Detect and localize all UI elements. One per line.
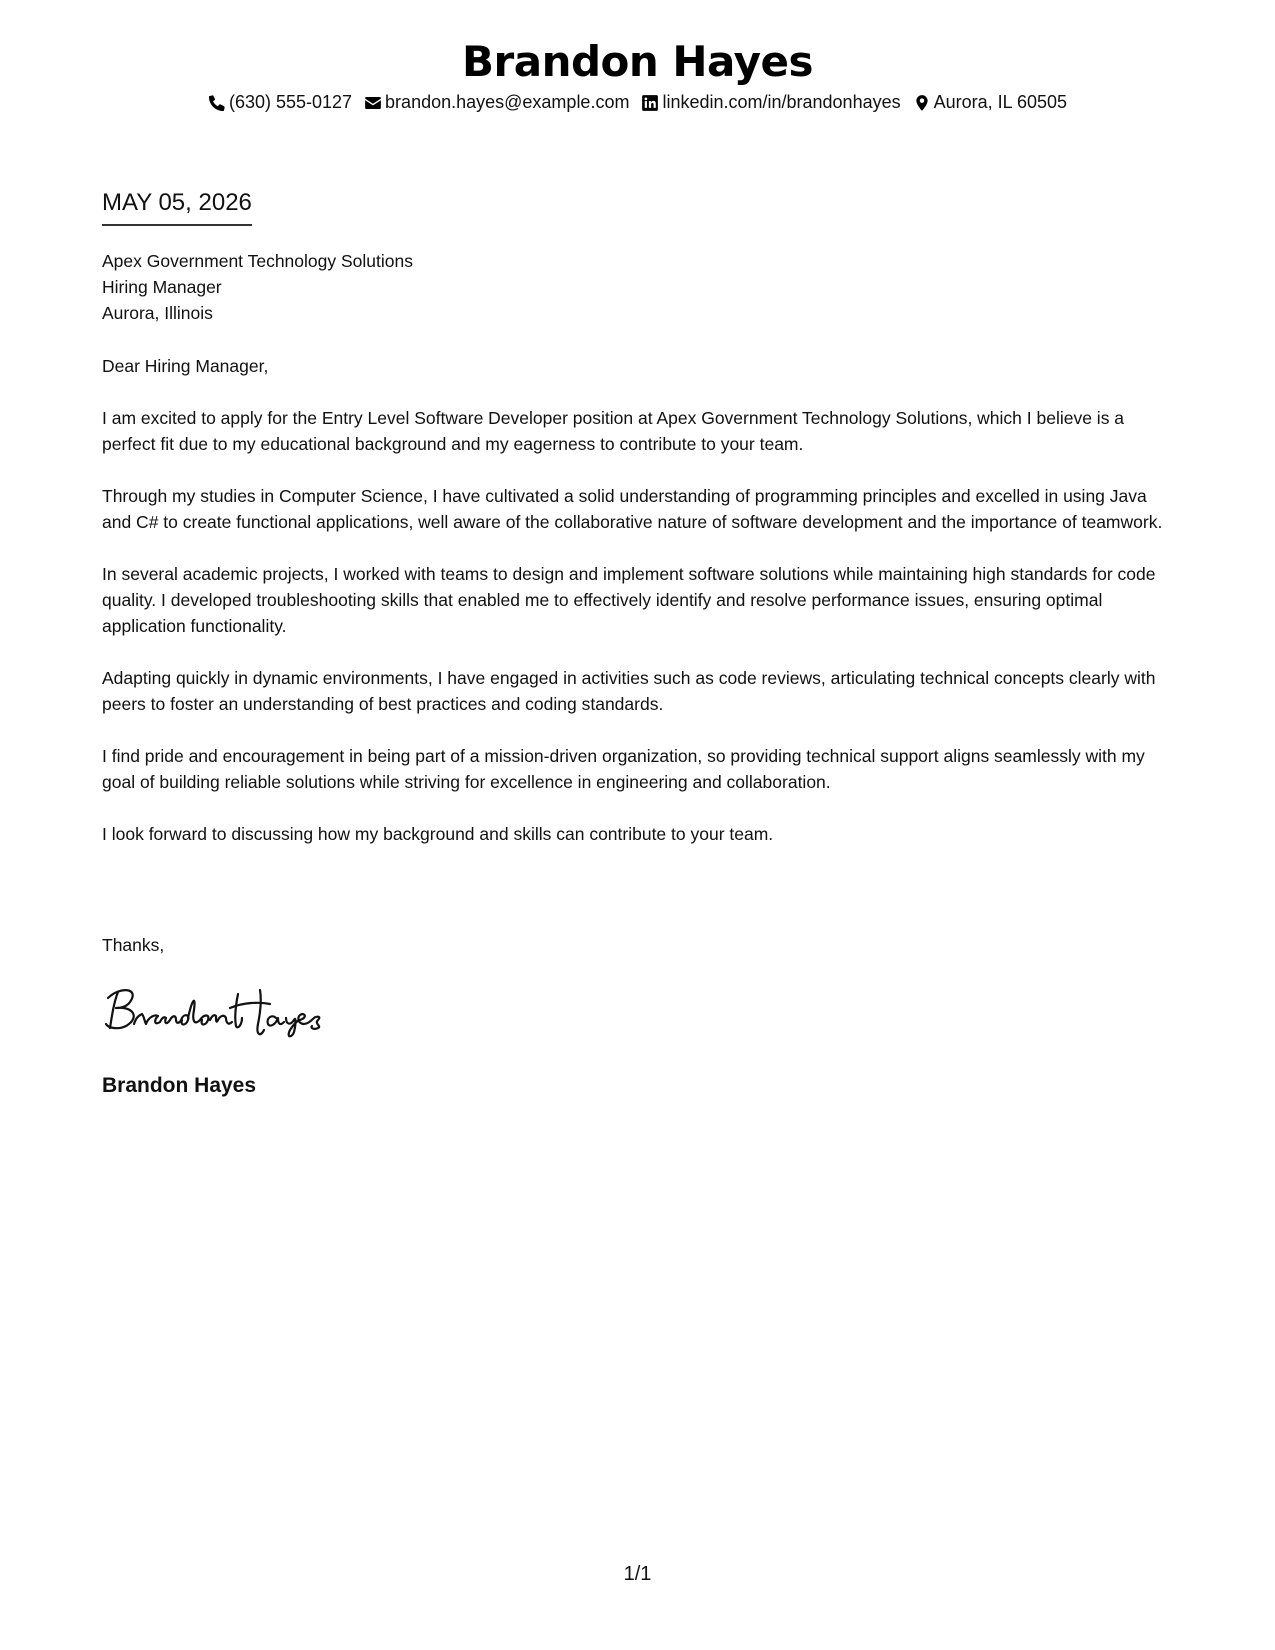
signer-name: Brandon Hayes [102,1074,257,1097]
linkedin-text: linkedin.com/in/brandonhayes [662,92,901,112]
contact-location [913,92,1067,113]
contact-info-row [0,92,1275,113]
body-paragraph: I find pride and encouragement in being part of a mission-driven organization, so providing technical support aligns seamlessly with my goal of building reliable solutions while striving for excellence in engineering and collaboration. [102,746,1145,792]
email-text: brandon.hayes@example.com [385,92,630,112]
phone-text: (630) 555-0127 [228,92,353,112]
phone-icon [208,94,226,112]
closing-line: Thanks, [102,935,165,955]
linkedin-icon [641,94,659,112]
body-paragraph: In several academic projects, I worked with teams to design and implement software solutions while maintaining high standards for code quality. I developed troubleshooting skills that enabled me to effectively identify and resolve performance issues, ensuring optimal application functionality. [102,564,1156,636]
recipient-company: Apex Government Technology Solutions [102,251,413,271]
contact-phone [208,92,352,113]
applicant-name-heading: Brandon Hayes [462,37,813,86]
body-paragraph: Adapting quickly in dynamic environments, I have engaged in activities such as code reviews, articulating technical concepts clearly with peers to foster an understanding of best practices and coding standards. [102,668,1156,714]
body-paragraph: I look forward to discussing how my background and skills can contribute to your team. [102,824,774,844]
letter-date: MAY 05, 2026 [102,188,252,226]
body-paragraph: I am excited to apply for the Entry Level Software Developer position at Apex Government Technology Solutions, which I believe is a perfect fit due to my educational background and my eagerness to contribute to your team. [102,408,1125,454]
contact-linkedin [641,92,900,113]
envelope-icon [364,94,382,112]
salutation: Dear Hiring Manager, [102,356,269,376]
recipient-block [102,248,413,326]
map-pin-icon [913,94,931,112]
letter-body [102,353,1177,873]
handwritten-signature [100,980,350,1040]
page-number: 1/1 [623,1563,652,1585]
recipient-title: Hiring Manager [102,277,222,297]
body-paragraph: Through my studies in Computer Science, I have cultivated a solid understanding of programming principles and excelled in using Java and C# to create functional applications, well aware of the collaborative nature of software development and the importance of teamwork. [102,486,1163,532]
contact-email [364,92,629,113]
recipient-location: Aurora, Illinois [102,303,213,323]
location-text: Aurora, IL 60505 [933,92,1068,112]
